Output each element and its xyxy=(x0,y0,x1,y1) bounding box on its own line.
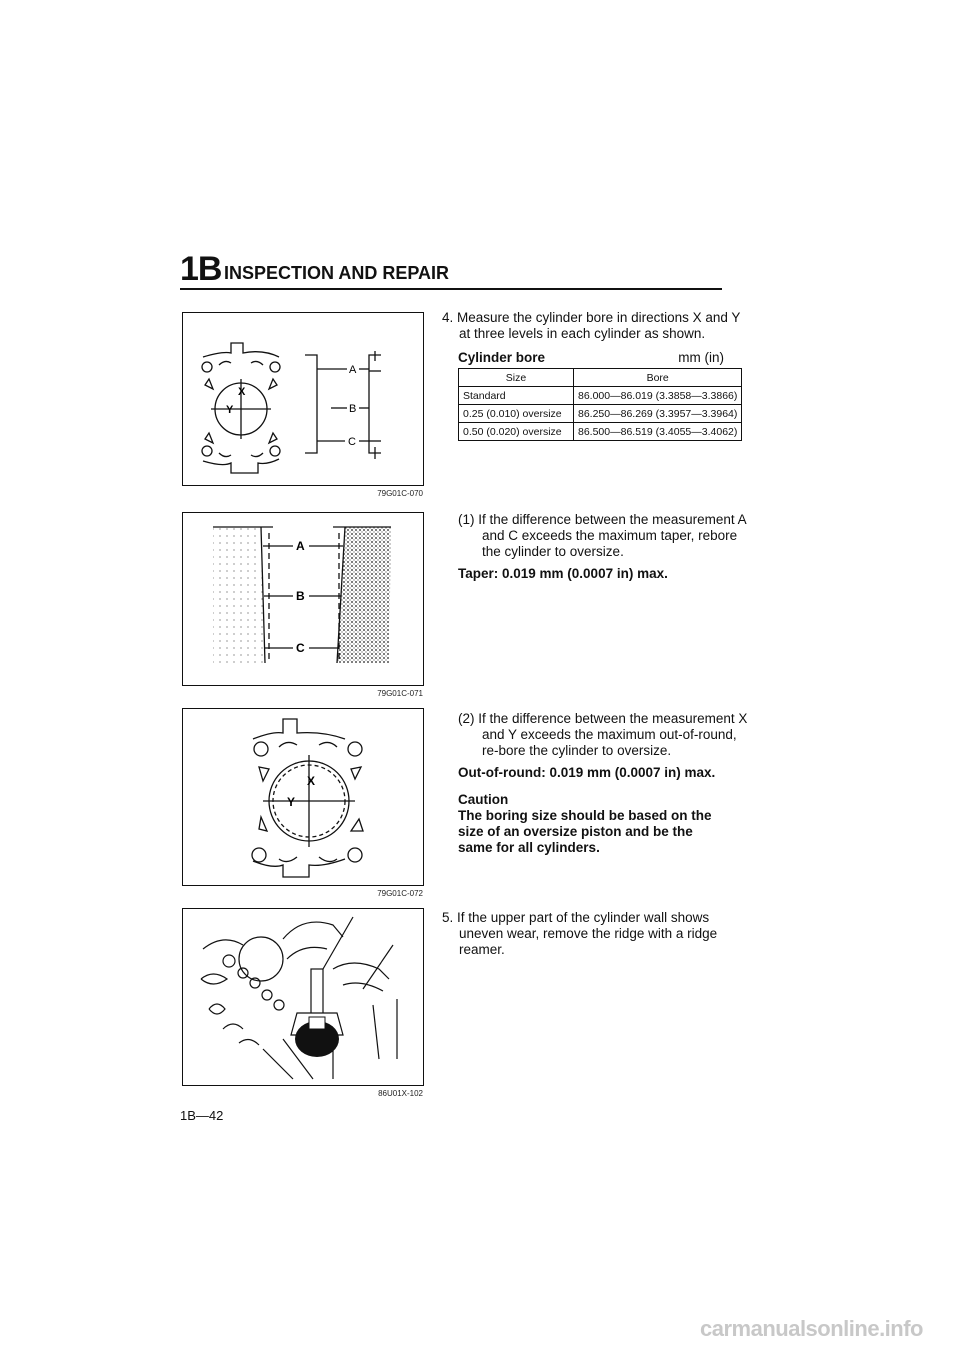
label-b: B xyxy=(296,589,305,603)
figure-bore-directions xyxy=(182,312,424,486)
header-rule xyxy=(180,288,722,290)
sub-step-1-text: (1) If the difference between the measurement A and C exceeds the maximum taper, rebore the cylinder to oversize. xyxy=(458,512,746,559)
figure-taper xyxy=(182,512,424,686)
page-title: INSPECTION AND REPAIR xyxy=(224,263,450,283)
out-of-round-illustration xyxy=(183,709,423,885)
bore-cell: 86.250—86.269 (3.3957—3.3964) xyxy=(574,405,742,423)
table-row xyxy=(459,423,742,441)
table-row xyxy=(459,405,742,423)
figure-caption: 79G01C-070 xyxy=(377,489,423,498)
sub-step-2-text: (2) If the difference between the measurement X and Y exceeds the maximum out-of-round, re-bore the cylinder to oversize. xyxy=(458,711,748,758)
cylinder-bore-table xyxy=(458,368,742,441)
page-number: 1B—42 xyxy=(180,1108,224,1123)
out-of-round-spec: Out-of-round: 0.019 mm (0.0007 in) max. xyxy=(458,765,716,780)
label-x: X xyxy=(307,774,316,788)
header-size: Size xyxy=(459,369,574,387)
taper-spec: Taper: 0.019 mm (0.0007 in) max. xyxy=(458,566,668,581)
figure-caption: 79G01C-071 xyxy=(377,689,423,698)
ridge-reamer-illustration xyxy=(183,909,423,1085)
label-c: C xyxy=(348,436,356,448)
size-cell: 0.50 (0.020) oversize xyxy=(459,423,574,441)
size-cell: 0.25 (0.010) oversize xyxy=(459,405,574,423)
bore-cell: 86.000—86.019 (3.3858—3.3866) xyxy=(574,387,742,405)
figure-ridge-reamer xyxy=(182,908,424,1086)
spec-unit: mm (in) xyxy=(678,350,724,365)
watermark: carmanualsonline.info xyxy=(700,1316,923,1341)
label-b: B xyxy=(349,403,357,415)
taper-illustration xyxy=(183,513,423,685)
caution-text: The boring size should be based on the size of an oversize piston and be the same for all cylinders. xyxy=(458,808,712,855)
bore-cell: 86.500—86.519 (3.4055—3.4062) xyxy=(574,423,742,441)
header-bore: Bore xyxy=(574,369,742,387)
spec-title: Cylinder bore xyxy=(458,350,546,365)
label-a: A xyxy=(349,364,357,376)
figure-caption: 79G01C-072 xyxy=(377,889,423,898)
step-4-text: 4. Measure the cylinder bore in directions X and Y at three levels in each cylinder as shown. xyxy=(442,310,741,341)
label-a: A xyxy=(296,539,305,553)
bore-directions-illustration xyxy=(183,313,423,485)
label-y: Y xyxy=(226,404,234,416)
step-5-text: 5. If the upper part of the cylinder wall shows uneven wear, remove the ridge with a ridge reamer. xyxy=(442,910,718,957)
label-y: Y xyxy=(287,795,296,809)
table-header-row xyxy=(459,369,742,387)
section-number: 1B xyxy=(180,250,222,288)
caution-title: Caution xyxy=(458,792,509,807)
label-c: C xyxy=(296,641,305,655)
figure-caption: 86U01X-102 xyxy=(378,1089,423,1098)
table-row xyxy=(459,387,742,405)
size-cell: Standard xyxy=(459,387,574,405)
label-x: X xyxy=(238,386,246,398)
figure-out-of-round xyxy=(182,708,424,886)
